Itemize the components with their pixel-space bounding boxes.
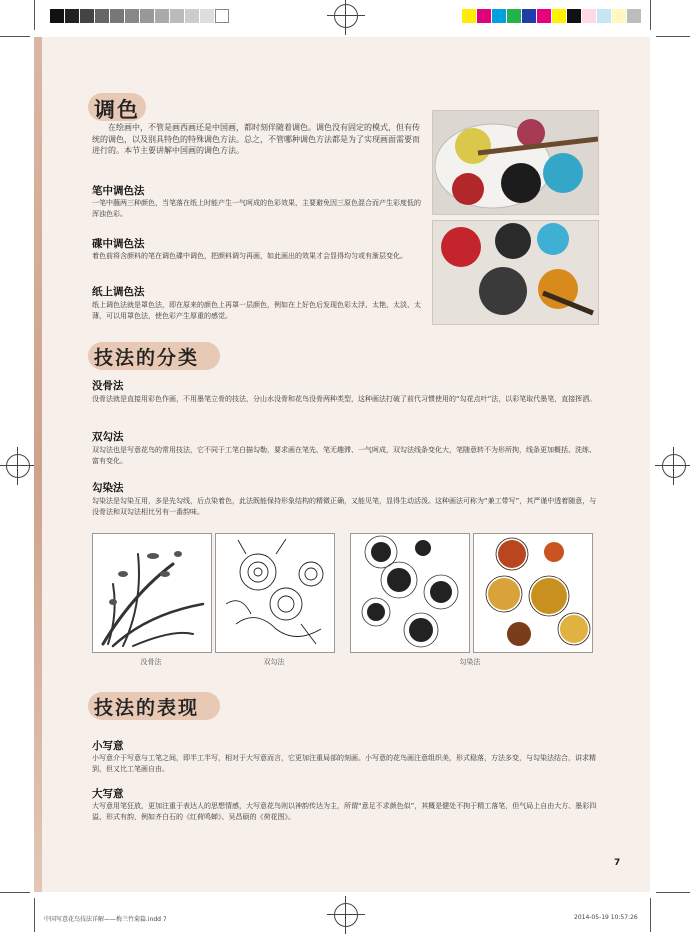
sec1-item3-text: 纸上调色法就是罩色法，即在原来的颜色上再罩一层颜色，例如在上好色后发现色彩太浮、太艳、太淡、太薄，可以用罩色法，使色彩产生厚重的感觉。: [92, 301, 421, 320]
sec2-item1-text: 没骨法就是直接用彩色作画，不用墨笔立骨的技法，分山水没骨和花鸟没骨两种类型，这种画法打破了前代习惯使用的“勾花点叶”法，以彩笔取代墨笔，直接挥洒。: [92, 395, 597, 403]
page-number: 7: [614, 858, 621, 868]
section-title-tiaose: 调色: [94, 97, 140, 122]
sec1-item2-title: 碟中调色法: [92, 238, 145, 250]
sec1-item1-text: 一笔中蘸两三种颜色，当笔落在纸上时能产生一气呵成的色彩效果，主要避免因三原色混合而产生彩度低的浑浊色彩。: [92, 199, 421, 218]
sec3-item2-text: 大写意用笔狂放，更加注重于表达人的思想情感，大写意花鸟则以神韵传达为主，所谓“意足不求颜色似”，其概是健处不拘于精工落笔，但气局上自由大方、墨彩四溢、形式有韵，例如齐白石的《红荷鸣蝉》、吴昌硕的《荷花图》。: [92, 802, 597, 821]
registration-mark-left: [6, 454, 30, 478]
footer-filename: 中国写意花鸟技法详解——梅兰竹菊篇.indd 7: [44, 916, 167, 923]
section-title-jifa-fenlei: 技法的分类: [94, 347, 200, 369]
sec1-item3-title: 纸上调色法: [92, 286, 145, 298]
sec3-item2-title: 大写意: [92, 788, 124, 800]
palette-photo-1: [432, 110, 599, 215]
section-title-jifa-biaoxian: 技法的表现: [94, 697, 200, 719]
sec2-item3-text: 勾染法是勾染互用，多是先勾线，后点染着色，此法既能保持形象结构的精微正确，又能见笔，显得生动活泼。这种画法可称为“兼工带写”，其严谨中透着随意，与没骨法和双勾法相比另有一番韵味。: [92, 497, 597, 516]
registration-mark-right: [662, 454, 686, 478]
sec2-item2-text: 双勾法也是写意花鸟的常用技法，它不同于工笔白描勾勒，要求画在笔先、笔无趣滞、一气呵成，双勾法线条变化大，笔随意转不为形所拘，线条更加概括、洗练、富有变化。: [92, 446, 596, 465]
caption-goura: 勾染法: [459, 658, 481, 666]
registration-mark-top: [334, 4, 358, 28]
caption-shuanggou: 双勾法: [263, 658, 285, 666]
sec1-item1-title: 笔中调色法: [92, 185, 145, 197]
footer-timestamp: 2014-05-19 10:57:26: [574, 914, 638, 921]
sec1-intro: 在绘画中，不管是画西画还是中国画，都时刻伴随着调色。调色没有固定的模式，但有传统的调色，以及别具特色的特殊调色方法。总之，不管哪种调色方法都是为了实现画面需要而进行的。本节主要讲解中国画的调色方法。: [92, 123, 420, 155]
sec3-item1-title: 小写意: [92, 740, 124, 752]
painting-mogu-orchid: [92, 533, 212, 653]
sec2-item1-title: 没骨法: [92, 380, 124, 392]
palette-photo-2: [432, 220, 599, 325]
registration-mark-bottom: [334, 903, 358, 927]
painting-goura-ink: [350, 533, 470, 653]
painting-goura-color: [473, 533, 593, 653]
sec1-item2-text: 着色前将含颜料的笔在调色碟中调色，把颜料调匀再画，如此画出的效果才会显得均匀或有渐层变化。: [92, 252, 407, 260]
sec3-item1-text: 小写意介于写意与工笔之间，即半工半写，相对于大写意而言，它更加注重局部的刻画。小写意的花鸟画注意组织美，形式稳落，方法多变，与勾染法结合，讲求精到，但又比工笔画自由。: [92, 754, 596, 773]
painting-shuanggou-chrysanthemum: [215, 533, 335, 653]
sec2-item2-title: 双勾法: [92, 431, 124, 443]
sec2-item3-title: 勾染法: [92, 482, 124, 494]
caption-mogu: 没骨法: [140, 658, 162, 666]
